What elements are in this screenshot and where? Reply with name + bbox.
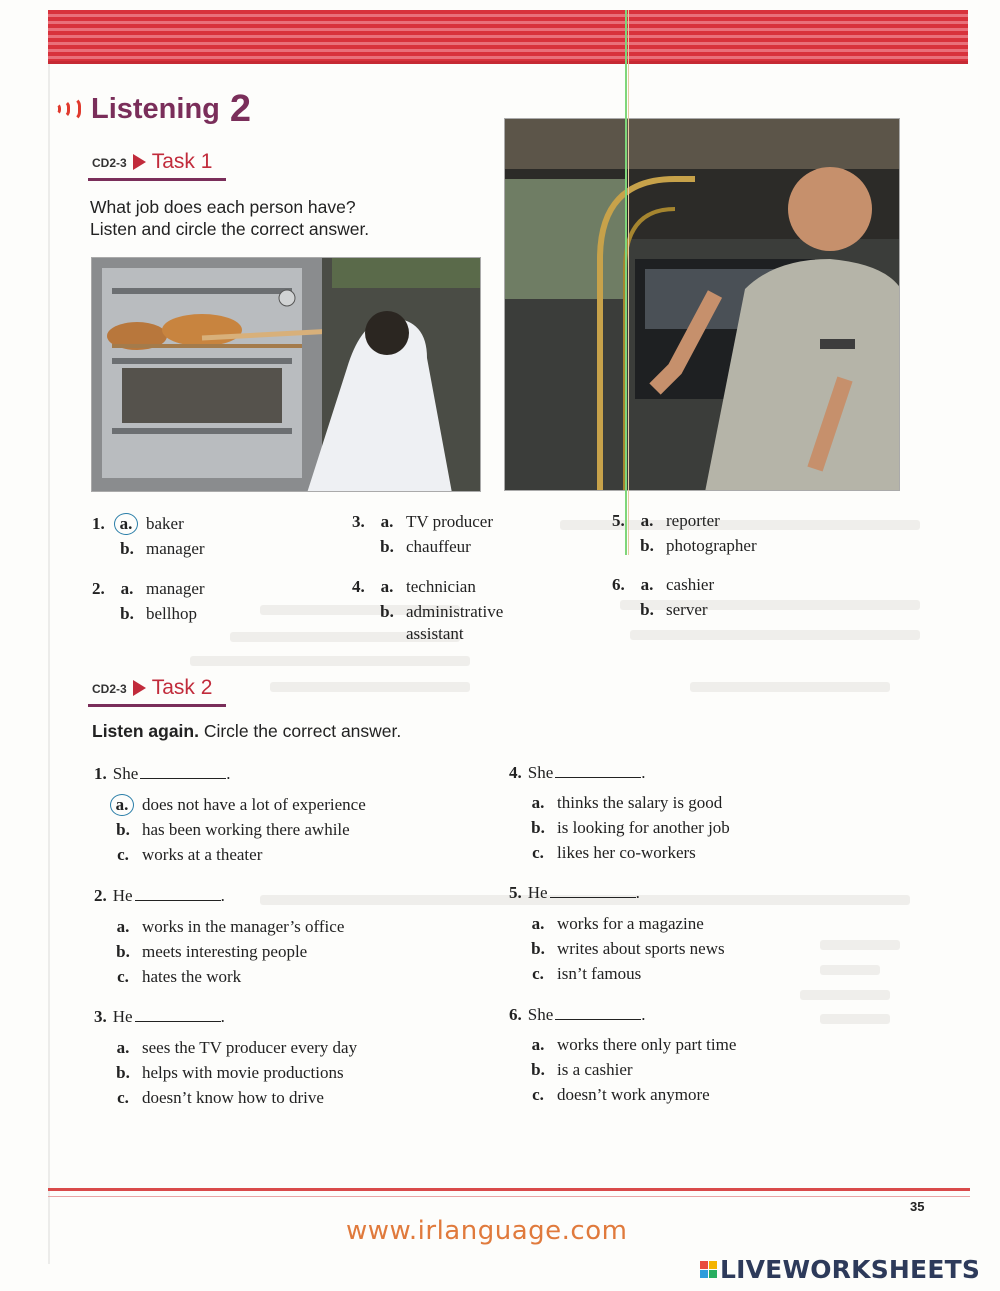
option-text: bellhop bbox=[146, 603, 197, 623]
option-letter[interactable]: b. bbox=[120, 603, 134, 623]
task2-question-3-stem bbox=[94, 1007, 225, 1027]
question-subject: He bbox=[112, 1007, 133, 1026]
task1-label bbox=[92, 150, 212, 174]
audio-icon bbox=[56, 98, 81, 121]
option-letter-circled[interactable]: a. bbox=[114, 513, 138, 535]
option-row bbox=[612, 572, 714, 597]
instruction-line: Listen and circle the correct answer. bbox=[90, 219, 370, 239]
option-letter[interactable]: a. bbox=[120, 578, 134, 598]
option-text: hates the work bbox=[142, 966, 242, 986]
task2-question-1-options bbox=[110, 792, 366, 867]
option-row bbox=[525, 815, 730, 840]
section-number: 2 bbox=[229, 88, 252, 130]
option-row bbox=[525, 1057, 736, 1082]
task2-question-6-options bbox=[525, 1032, 736, 1107]
option-row bbox=[352, 534, 493, 559]
scan-line bbox=[628, 10, 629, 555]
option-row bbox=[525, 936, 725, 961]
option-text: TV producer bbox=[406, 511, 494, 531]
answer-blank[interactable] bbox=[140, 765, 226, 779]
question-period: . bbox=[641, 1005, 646, 1024]
option-text: manager bbox=[146, 538, 205, 558]
option-row bbox=[352, 574, 503, 599]
option-text-continued: assistant bbox=[406, 624, 464, 643]
option-letter[interactable]: b. bbox=[640, 599, 654, 619]
option-letter[interactable]: b. bbox=[380, 536, 394, 556]
option-text: writes about sports news bbox=[557, 938, 725, 958]
option-text: cashier bbox=[666, 574, 715, 594]
bleed-through bbox=[690, 682, 890, 692]
question-number: 2. bbox=[94, 886, 107, 905]
question-subject: He bbox=[112, 886, 133, 905]
question-number: 3. bbox=[94, 1007, 107, 1026]
option-text: does not have a lot of experience bbox=[142, 794, 366, 814]
option-text: works there only part time bbox=[557, 1034, 737, 1054]
answer-blank[interactable] bbox=[135, 1008, 221, 1022]
task1-instructions bbox=[90, 196, 369, 240]
option-row bbox=[92, 576, 205, 601]
option-letter[interactable]: b. bbox=[116, 1062, 130, 1082]
option-row bbox=[110, 1085, 357, 1110]
option-text: chauffeur bbox=[406, 536, 471, 556]
option-letter[interactable]: c. bbox=[117, 844, 129, 864]
bleed-through bbox=[190, 656, 470, 666]
task2-question-5-stem bbox=[509, 883, 640, 903]
option-text: meets interesting people bbox=[142, 941, 308, 961]
option-letter[interactable]: c. bbox=[117, 966, 129, 986]
task2-question-6-stem bbox=[509, 1005, 646, 1025]
option-letter[interactable]: a. bbox=[531, 913, 545, 933]
task1-question-5 bbox=[612, 508, 757, 558]
option-text: server bbox=[666, 599, 708, 619]
site-url[interactable]: www.irlanguage.com bbox=[346, 1216, 628, 1246]
task2-instructions bbox=[92, 720, 401, 742]
instruction-text: Circle the correct answer. bbox=[198, 721, 402, 741]
option-letter[interactable]: b. bbox=[531, 1059, 545, 1079]
option-row bbox=[92, 511, 205, 536]
option-letter[interactable]: c. bbox=[532, 963, 544, 983]
task2-underline bbox=[88, 704, 226, 707]
question-number: 2. bbox=[92, 578, 105, 598]
option-text: reporter bbox=[666, 510, 720, 530]
option-letter[interactable]: c. bbox=[117, 1087, 129, 1107]
question-number: 5. bbox=[612, 510, 625, 530]
option-row bbox=[612, 533, 757, 558]
option-text: works at a theater bbox=[142, 844, 263, 864]
task2-question-4-options bbox=[525, 790, 730, 865]
option-row bbox=[110, 939, 344, 964]
question-number: 6. bbox=[612, 574, 625, 594]
option-text: manager bbox=[146, 578, 205, 598]
page-edge bbox=[48, 64, 50, 1264]
bleed-through bbox=[630, 630, 920, 640]
task1-underline bbox=[88, 178, 226, 181]
option-row bbox=[110, 914, 344, 939]
baker-photo bbox=[91, 257, 481, 492]
bellhop-photo bbox=[504, 118, 900, 491]
option-row bbox=[525, 790, 730, 815]
option-letter[interactable]: b. bbox=[116, 819, 130, 839]
bleed-through bbox=[800, 990, 890, 1000]
task2-title: Task 2 bbox=[151, 676, 213, 699]
option-letter[interactable]: a. bbox=[380, 511, 394, 531]
option-text: helps with movie productions bbox=[142, 1062, 344, 1082]
section-title: Listening bbox=[91, 93, 220, 125]
option-text: has been working there awhile bbox=[142, 819, 350, 839]
option-text: baker bbox=[146, 513, 184, 533]
question-number: 3. bbox=[352, 511, 365, 531]
option-letter-circled[interactable]: a. bbox=[110, 794, 134, 816]
option-row bbox=[612, 597, 714, 622]
task2-question-2-stem bbox=[94, 886, 225, 906]
question-number: 1. bbox=[94, 764, 107, 783]
option-text: is looking for another job bbox=[557, 817, 730, 837]
option-row bbox=[525, 961, 725, 986]
option-row bbox=[352, 624, 503, 644]
instruction-bold: Listen again. bbox=[92, 721, 199, 741]
question-period: . bbox=[226, 764, 231, 783]
option-letter[interactable]: b. bbox=[120, 538, 134, 558]
cd-track-code: CD2-3 bbox=[92, 682, 127, 696]
liveworksheets-grid-icon bbox=[700, 1261, 717, 1278]
option-row bbox=[525, 911, 725, 936]
option-text: photographer bbox=[666, 535, 757, 555]
task2-question-1-stem bbox=[94, 764, 231, 784]
option-row bbox=[110, 817, 366, 842]
option-letter[interactable]: a. bbox=[640, 510, 654, 530]
option-text: sees the TV producer every day bbox=[142, 1037, 358, 1057]
question-period: . bbox=[635, 883, 640, 902]
bleed-through bbox=[820, 965, 880, 975]
question-subject: She bbox=[527, 763, 554, 782]
task1-question-6 bbox=[612, 572, 714, 622]
option-row bbox=[525, 840, 730, 865]
play-icon bbox=[133, 154, 146, 170]
task2-question-3-options bbox=[110, 1035, 357, 1110]
option-row bbox=[612, 508, 757, 533]
question-number: 4. bbox=[352, 576, 365, 596]
option-row bbox=[110, 792, 366, 817]
answer-blank[interactable] bbox=[555, 1006, 641, 1020]
option-row bbox=[92, 601, 205, 626]
scan-line bbox=[625, 10, 627, 555]
option-row bbox=[110, 964, 344, 989]
question-period: . bbox=[220, 886, 225, 905]
option-letter[interactable]: a. bbox=[116, 916, 130, 936]
option-letter[interactable]: c. bbox=[532, 1084, 544, 1104]
option-letter[interactable]: b. bbox=[531, 938, 545, 958]
option-letter[interactable]: b. bbox=[116, 941, 130, 961]
task1-question-3 bbox=[352, 509, 493, 559]
option-row bbox=[110, 1035, 357, 1060]
option-letter[interactable]: a. bbox=[531, 1034, 545, 1054]
option-row bbox=[525, 1082, 736, 1107]
question-subject: She bbox=[112, 764, 139, 783]
option-row bbox=[352, 509, 493, 534]
bleed-through bbox=[820, 940, 900, 950]
question-subject: She bbox=[527, 1005, 554, 1024]
liveworksheets-brand: LIVEWORKSHEETS bbox=[720, 1255, 981, 1284]
question-period: . bbox=[220, 1007, 225, 1026]
task2-question-4-stem bbox=[509, 763, 646, 783]
option-text: thinks the salary is good bbox=[557, 792, 723, 812]
answer-blank[interactable] bbox=[555, 764, 641, 778]
option-row bbox=[352, 599, 503, 624]
question-subject: He bbox=[527, 883, 548, 902]
option-text: doesn’t work anymore bbox=[557, 1084, 710, 1104]
task1-question-4 bbox=[352, 574, 503, 644]
option-text: works in the manager’s office bbox=[142, 916, 345, 936]
option-letter[interactable]: c. bbox=[532, 842, 544, 862]
top-banner bbox=[48, 10, 968, 64]
option-text: isn’t famous bbox=[557, 963, 642, 983]
answer-blank[interactable] bbox=[135, 887, 221, 901]
task2-question-5-options bbox=[525, 911, 725, 986]
task2-question-2-options bbox=[110, 914, 344, 989]
task1-title: Task 1 bbox=[151, 150, 213, 173]
option-text: administrative bbox=[406, 601, 504, 621]
option-text: works for a magazine bbox=[557, 913, 704, 933]
cd-track-code: CD2-3 bbox=[92, 156, 127, 170]
option-letter[interactable]: b. bbox=[531, 817, 545, 837]
play-icon bbox=[133, 680, 146, 696]
question-number: 1. bbox=[92, 513, 105, 533]
question-number: 4. bbox=[509, 763, 522, 782]
page-number: 35 bbox=[910, 1199, 925, 1214]
option-text: technician bbox=[406, 576, 476, 596]
option-letter[interactable]: a. bbox=[531, 792, 545, 812]
option-letter[interactable]: a. bbox=[116, 1037, 130, 1057]
option-letter[interactable]: a. bbox=[380, 576, 394, 596]
option-letter[interactable]: b. bbox=[380, 601, 394, 621]
bleed-through bbox=[820, 1014, 890, 1024]
task1-question-2 bbox=[92, 576, 205, 626]
option-text: doesn’t know how to drive bbox=[142, 1087, 324, 1107]
section-heading bbox=[56, 88, 251, 131]
option-text: likes her co-workers bbox=[557, 842, 696, 862]
question-number: 6. bbox=[509, 1005, 522, 1024]
footer-rule bbox=[48, 1188, 970, 1191]
option-row bbox=[525, 1032, 736, 1057]
option-row bbox=[92, 536, 205, 561]
task1-question-1 bbox=[92, 511, 205, 561]
task2-label bbox=[92, 676, 212, 700]
question-period: . bbox=[641, 763, 646, 782]
answer-blank[interactable] bbox=[550, 884, 636, 898]
option-row bbox=[110, 1060, 357, 1085]
option-letter[interactable]: b. bbox=[640, 535, 654, 555]
option-letter[interactable]: a. bbox=[640, 574, 654, 594]
bleed-through bbox=[270, 682, 470, 692]
option-text: is a cashier bbox=[557, 1059, 633, 1079]
footer-rule bbox=[48, 1196, 970, 1197]
option-row bbox=[110, 842, 366, 867]
liveworksheets-logo[interactable] bbox=[700, 1255, 980, 1284]
question-number: 5. bbox=[509, 883, 522, 902]
instruction-line: What job does each person have? bbox=[90, 197, 356, 217]
